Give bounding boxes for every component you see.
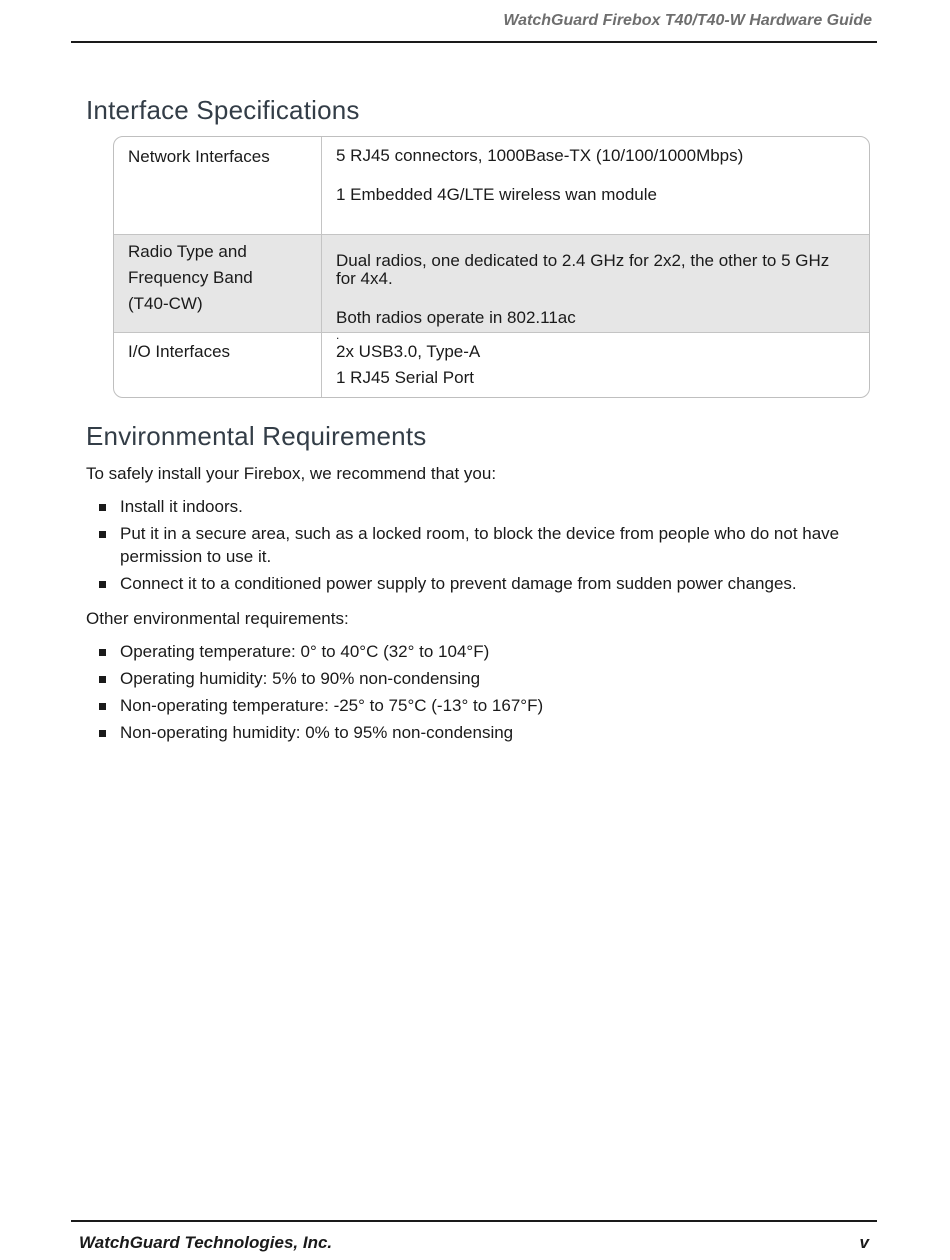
spec-value-io [336,343,851,387]
list-item [86,640,846,663]
spec-value-radio [336,252,851,341]
list-item-text: Install it indoors. [120,497,243,516]
square-bullet-icon [99,581,106,588]
spec-row-radio [114,234,869,342]
list-item-text: Non-operating humidity: 0% to 95% non-condensing [120,723,514,742]
spec-row-network [114,137,869,234]
install-recommendations-list [86,495,846,595]
square-bullet-icon [99,504,106,511]
spec-value-line: 1 Embedded 4G/LTE wireless wan module [336,185,657,204]
header-rule [71,41,877,43]
spec-row-io [114,332,869,398]
environment-heading: Environmental Requirements [86,421,427,451]
list-item-text: Operating humidity: 5% to 90% non-condensing [120,669,481,688]
list-item-text: Connect it to a conditioned power supply to prevent damage from sudden power changes. [120,574,797,593]
other-requirements-intro: Other environmental requirements: [86,609,349,628]
footer-company: WatchGuard Technologies, Inc. [79,1233,333,1252]
spec-value-line: Dual radios, one dedicated to 2.4 GHz for 2x2, the other to 5 GHz for 4x4. [336,251,830,288]
list-item [86,572,846,595]
spec-value-line: Both radios operate in 802.11ac [336,308,576,327]
environment-intro: To safely install your Firebox, we recommend that you: [86,464,497,483]
list-item [86,495,846,518]
list-item-text: Non-operating temperature: -25° to 75°C (-13° to 167°F) [120,696,544,715]
square-bullet-icon [99,676,106,683]
spec-label-io: I/O Interfaces [128,342,231,361]
list-item-text: Put it in a secure area, such as a locked room, to block the device from people who do not have permission to use it. [120,524,840,566]
other-requirements-list [86,640,846,744]
list-item [86,721,846,744]
page-number: v [859,1233,869,1252]
spec-value-line: 1 RJ45 Serial Port [336,368,474,387]
spec-label-network: Network Interfaces [128,147,270,166]
spec-value-line: 5 RJ45 connectors, 1000Base-TX (10/100/1000Mbps) [336,146,744,165]
spec-value-line: 2x USB3.0, Type-A [336,342,481,361]
square-bullet-icon [99,531,106,538]
square-bullet-icon [99,703,106,710]
square-bullet-icon [99,649,106,656]
spec-value-network [336,147,851,204]
footer-rule [71,1220,877,1222]
list-item-text: Operating temperature: 0° to 40°C (32° to 104°F) [120,642,490,661]
spec-value-line: . [336,328,340,342]
list-item [86,694,846,717]
interface-specs-table [113,136,870,398]
interface-specs-heading: Interface Specifications [86,95,360,125]
table-column-divider [321,137,322,397]
list-item [86,522,846,568]
running-header-title: WatchGuard Firebox T40/T40-W Hardware Guide [503,12,872,29]
list-item [86,667,846,690]
square-bullet-icon [99,730,106,737]
spec-label-radio: Radio Type and Frequency Band (T40-CW) [128,242,253,313]
